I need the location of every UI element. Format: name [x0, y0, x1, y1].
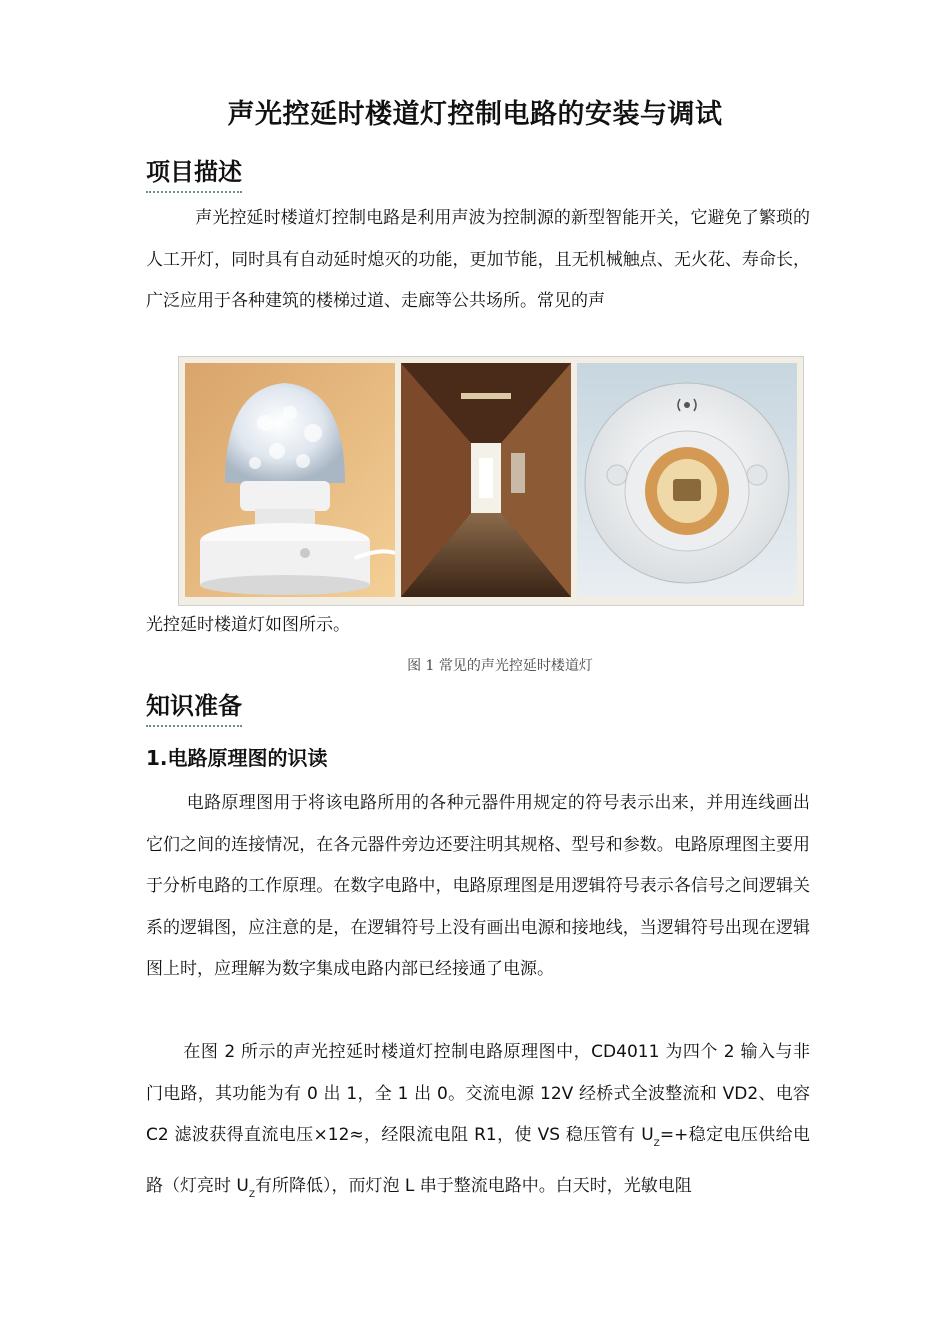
- figure-1-photos: [178, 356, 804, 606]
- paragraph-2-part-a: 在图 2 所示的声光控延时楼道灯控制电路原理图中，CD4011 为四个 2 输入与非门电路，其功能为有 0 出 1，全 1 出 0。交流电源 12V 经桥式全波整流和 VD2、电容 C2 滤波获得直流电压×12≈，经限流电阻 R1，使 VS 稳压管有 U: [146, 1042, 810, 1145]
- circuit-diagram-paragraph-2: [146, 1032, 810, 1216]
- subscript-z-1: Z: [653, 1139, 660, 1149]
- paragraph-2-part-c: 有所降低），而灯泡 L 串于整流电路中。白天时，光敏电阻: [255, 1175, 692, 1196]
- photo-lamp-holder: [577, 363, 797, 597]
- project-description-continued-text: 光控延时楼道灯如图所示。: [146, 615, 350, 635]
- subscript-z-2: Z: [248, 1189, 256, 1200]
- circuit-diagram-paragraph-1: [146, 783, 810, 991]
- circuit-diagram-paragraph-1-text: 电路原理图用于将该电路所用的各种元器件用规定的符号表示出来，并用连线画出它们之间的连接情况，在各元器件旁边还要注明其规格、型号和参数。电路原理图主要用于分析电路的工作原理。在数字电路中，电路原理图是用逻辑符号表示各信号之间逻辑关系的逻辑图，应注意的是，在逻辑符号上没有画出电源和接地线，当逻辑符号出现在逻辑图上时，应理解为数字集成电路内部已经接通了电源。: [146, 793, 810, 979]
- section-heading-knowledge-prep: 知识准备: [146, 686, 242, 727]
- document-title: 声光控延时楼道灯控制电路的安装与调试: [227, 99, 723, 130]
- figure-1-caption: 图 1 常见的声光控延时楼道灯: [407, 658, 593, 674]
- project-description-text: 声光控延时楼道灯控制电路是利用声波为控制源的新型智能开关，它避免了繁琐的人工开灯，同时具有自动延时熄灭的功能，更加节能，且无机械触点、无火花、寿命长，广泛应用于各种建筑的楼梯过道、走廊等公共场所。常见的声: [146, 208, 810, 311]
- circuit-diagram-paragraph-2-text: [146, 1032, 810, 1216]
- photo-corridor: [401, 363, 571, 597]
- subheading-circuit-diagram-reading: 1.电路原理图的识读: [146, 746, 328, 770]
- paragraph-2-part-b: =+稳定电压供给电路（灯亮时 U: [146, 1125, 810, 1196]
- photo-bulb-on-socket: [185, 363, 395, 597]
- section-heading-project-description: 项目描述: [146, 152, 242, 193]
- project-description-continued: [146, 605, 810, 647]
- project-description-paragraph: [146, 198, 810, 323]
